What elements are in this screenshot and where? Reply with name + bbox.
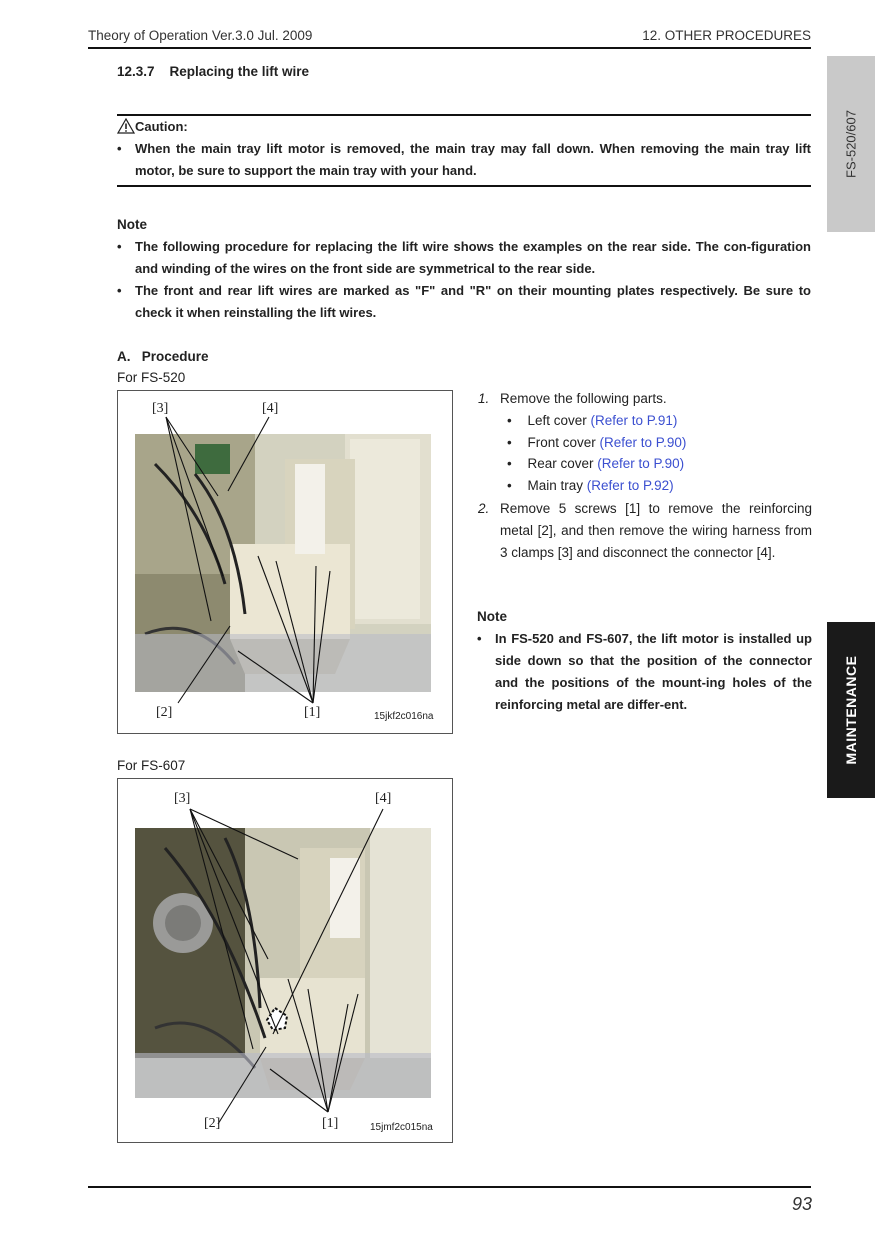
bullet-dot: • [507, 435, 512, 450]
caution-heading [117, 118, 188, 134]
model-tab [827, 56, 875, 232]
note2-label: Note [477, 609, 507, 624]
section-title: 12.3.7 Replacing the lift wire [117, 64, 310, 79]
note1-item [117, 236, 811, 280]
note1-item-text: The front and rear lift wires are marked as "F" and "R" on their mounting plates respectively. Be sure to check it when reinstalling the lift wires. [135, 283, 811, 320]
figure-fs520 [117, 390, 453, 734]
note2-item-text: In FS-520 and FS-607, the lift motor is installed up side down so that the position of the connector and the positions of the mount-ing holes of the reinforcing metal are differ-ent. [495, 631, 812, 712]
bullet-dot: • [507, 413, 512, 428]
subitem-text: Rear cover [527, 456, 598, 471]
section-tab [827, 622, 875, 798]
subitem-rear-cover [507, 453, 684, 475]
bullet-dot: • [117, 141, 122, 156]
header-right: 12. OTHER PROCEDURES [642, 28, 811, 43]
header-left: Theory of Operation Ver.3.0 Jul. 2009 [88, 28, 313, 43]
section-tab-label: MAINTENANCE [843, 655, 859, 765]
step-text: Remove the following parts. [500, 391, 667, 406]
subitem-front-cover [507, 432, 686, 454]
callout-3: [3] [174, 791, 191, 806]
header-rule [88, 47, 811, 49]
subitem-text: Front cover [527, 435, 600, 450]
fs607-caption: For FS-607 [117, 758, 186, 773]
note1-item-text: The following procedure for replacing the lift wire shows the examples on the rear side. The con-figuration and winding of the wires on the front side are symmetrical to the rear side. [135, 239, 811, 276]
caution-label: Caution: [135, 119, 188, 134]
callout-leader-lines-fs520 [118, 391, 452, 733]
bullet-dot: • [117, 239, 122, 254]
reference-link[interactable]: (Refer to P.91) [590, 413, 678, 428]
figure-id: 15jmf2c015na [370, 1122, 433, 1133]
bullet-dot: • [507, 478, 512, 493]
step-text: Remove 5 screws [1] to remove the reinforcing metal [2], and then remove the wiring harness from 3 clamps [3] and disconnect the connector [4]. [500, 501, 812, 560]
callout-leader-lines-fs607 [118, 779, 452, 1142]
reference-link[interactable]: (Refer to P.92) [586, 478, 674, 493]
caution-item [117, 138, 811, 182]
warning-triangle-icon [117, 118, 135, 134]
callout-4: [4] [375, 791, 392, 806]
model-tab-label: FS-520/607 [843, 110, 859, 178]
callout-4: [4] [262, 401, 279, 416]
reference-link[interactable]: (Refer to P.90) [599, 435, 687, 450]
callout-1: [1] [304, 705, 321, 720]
callout-2: [2] [156, 705, 173, 720]
step-number: 2. [478, 501, 490, 516]
subitem-text: Left cover [527, 413, 591, 428]
caution-item-text: When the main tray lift motor is removed, the main tray may fall down. When removing the main tray lift motor, be sure to support the main tray with your hand. [135, 141, 811, 178]
callout-3: [3] [152, 401, 169, 416]
note1-item [117, 280, 811, 324]
note2-item [477, 628, 812, 716]
subitem-text: Main tray [527, 478, 587, 493]
procedure-heading: A. Procedure [117, 349, 209, 364]
callout-2: [2] [204, 1116, 221, 1131]
figure-fs607 [117, 778, 453, 1143]
reference-link[interactable]: (Refer to P.90) [597, 456, 685, 471]
fs520-caption: For FS-520 [117, 370, 186, 385]
bullet-dot: • [477, 631, 482, 646]
subitem-left-cover [507, 410, 677, 432]
figure-id: 15jkf2c016na [374, 711, 434, 722]
footer-rule [88, 1186, 811, 1188]
step-number: 1. [478, 391, 490, 406]
page-number: 93 [791, 1194, 812, 1214]
caution-top-rule [117, 114, 811, 116]
caution-bottom-rule [117, 185, 811, 187]
note1-label: Note [117, 217, 147, 232]
subitem-main-tray [507, 475, 674, 497]
callout-1: [1] [322, 1116, 339, 1131]
bullet-dot: • [507, 456, 512, 471]
bullet-dot: • [117, 283, 122, 298]
